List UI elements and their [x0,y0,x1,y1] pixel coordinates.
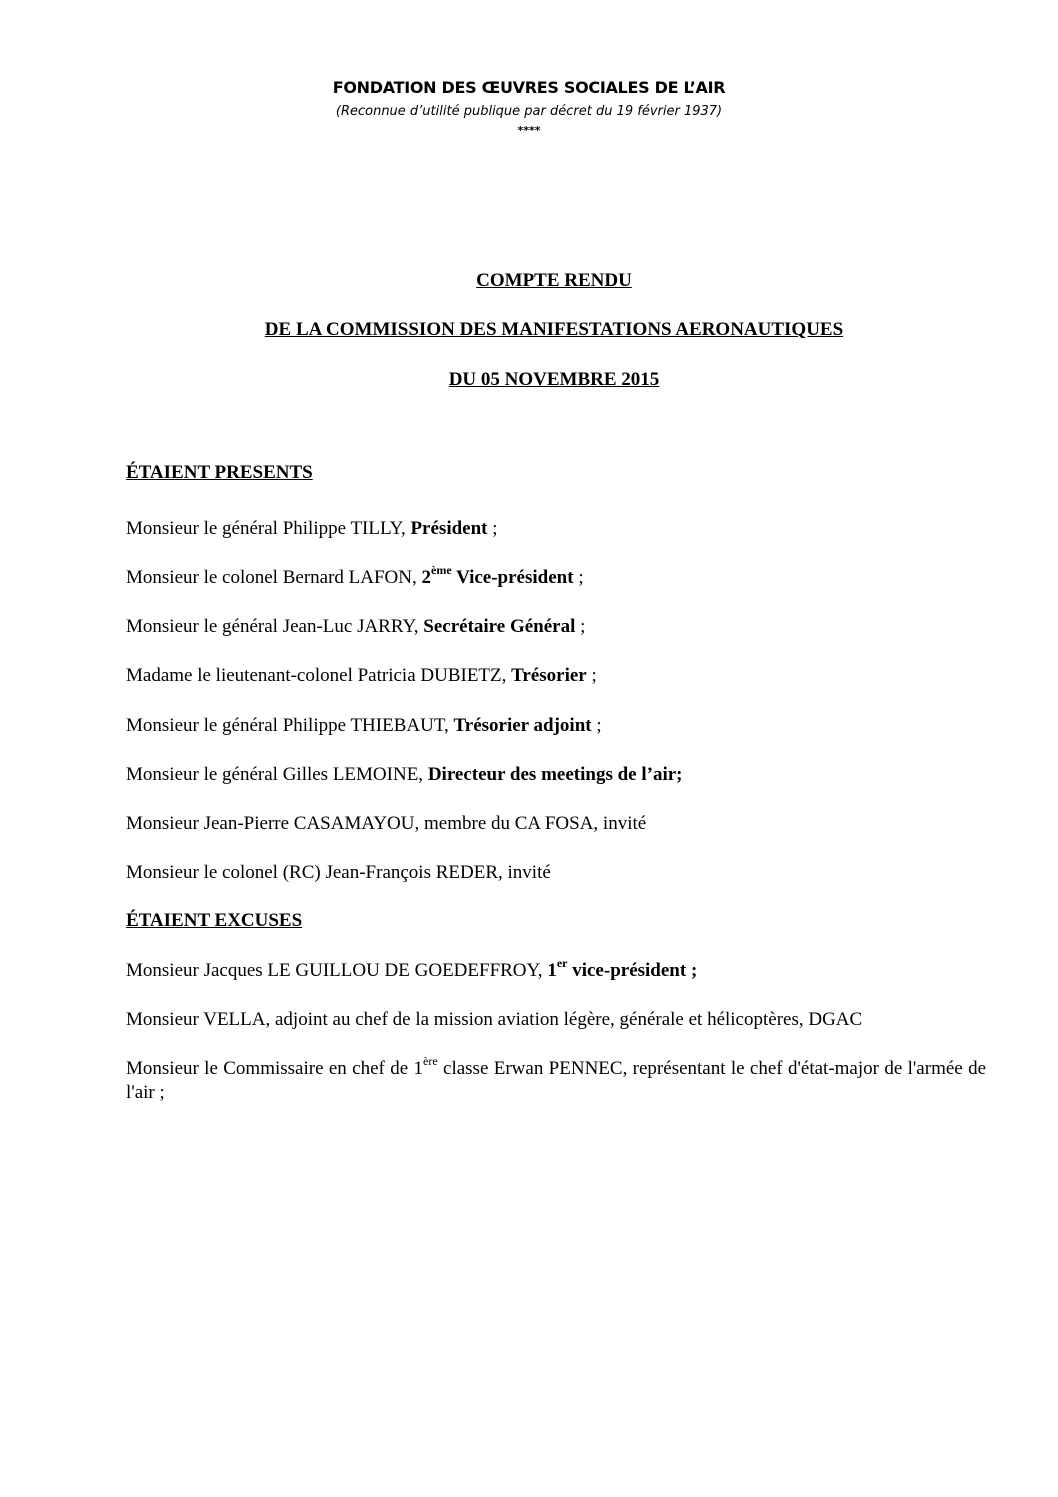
organization-subtitle: (Reconnue d’utilité publique par décret du 19 février 1937) [335,104,723,119]
report-date: DU 05 NOVEMBRE 2015 [448,369,660,390]
presents-heading: ÉTAIENT PRESENTS [126,462,313,483]
attendee-line: Monsieur Jean-Pierre CASAMAYOU, membre du CA FOSA, invité [126,813,647,834]
attendee-line: Monsieur le général Gilles LEMOINE, Directeur des meetings de l’air; [126,764,683,785]
separator-stars: **** [517,124,541,137]
excused-line: Monsieur le Commissaire en chef de 1ère classe Erwan PENNEC, représentant le chef d'état-major de l'armée de l'air ; [126,1053,986,1103]
excuses-heading: ÉTAIENT EXCUSES [126,910,303,931]
attendee-line: Madame le lieutenant-colonel Patricia DUBIETZ, Trésorier ; [126,665,597,686]
excused-line: Monsieur VELLA, adjoint au chef de la mission aviation légère, générale et hélicoptères, DGAC [126,1009,863,1030]
attendee-line: Monsieur le colonel Bernard LAFON, 2ème Vice-président ; [126,562,584,588]
attendee-line: Monsieur le colonel (RC) Jean-François REDER, invité [126,862,551,883]
report-subtitle: DE LA COMMISSION DES MANIFESTATIONS AERONAUTIQUES [264,319,844,340]
attendee-line: Monsieur le général Philippe TILLY, Président ; [126,518,498,539]
attendee-line: Monsieur le général Jean-Luc JARRY, Secrétaire Général ; [126,616,586,637]
excused-line: Monsieur Jacques LE GUILLOU DE GOEDEFFROY, 1er vice-président ; [126,955,698,981]
report-title: COMPTE RENDU [476,270,632,291]
attendee-line: Monsieur le général Philippe THIEBAUT, Trésorier adjoint ; [126,715,602,736]
organization-name: FONDATION DES ŒUVRES SOCIALES DE L’AIR [332,78,726,97]
